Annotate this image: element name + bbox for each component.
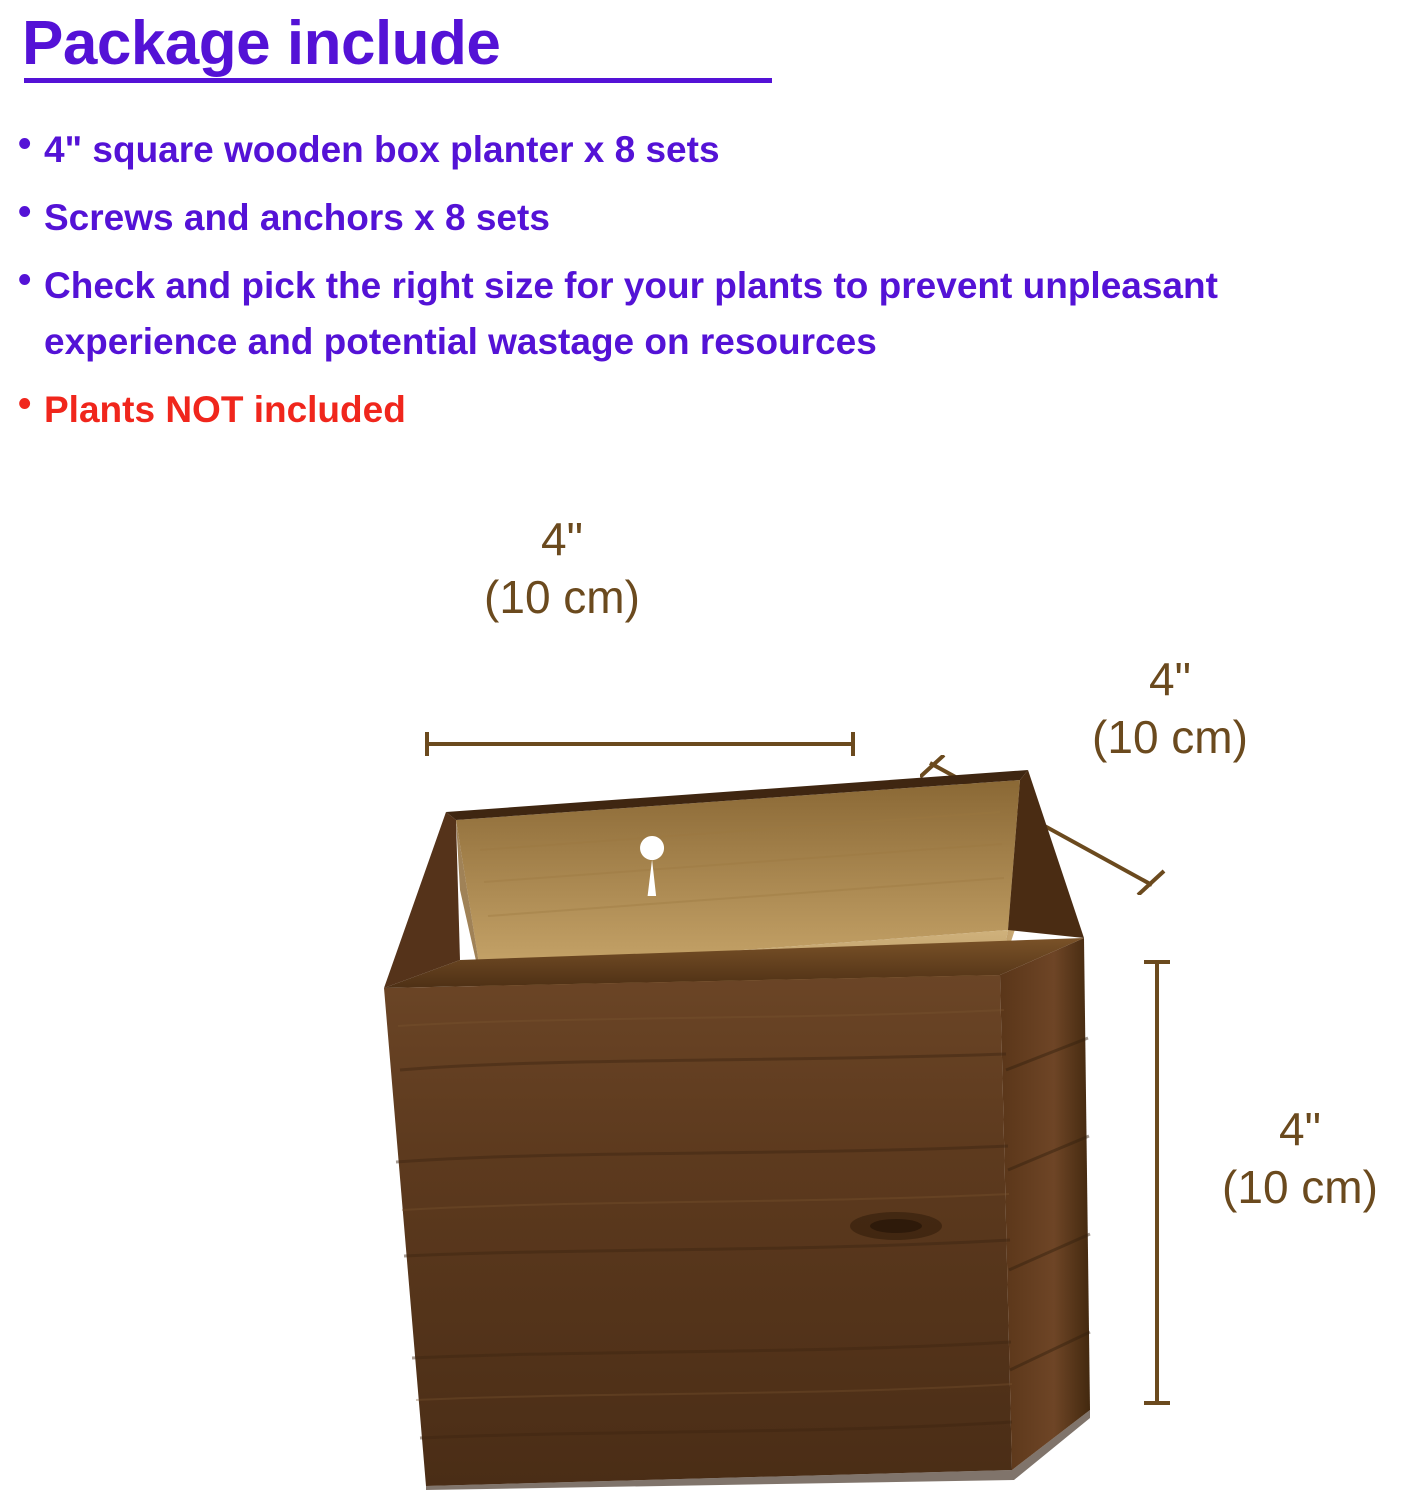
list-item-label: Screws and anchors x 8 sets	[44, 197, 550, 238]
bullet-dot-icon: •	[18, 123, 32, 165]
dimension-label-depth	[1020, 650, 1320, 766]
page-title: Package include	[22, 9, 501, 78]
title-underline	[24, 78, 772, 83]
dimension-line-height	[1155, 960, 1159, 1405]
list-item-label: 4" square wooden box planter x 8 sets	[44, 129, 720, 170]
bullet-dot-icon: •	[18, 259, 32, 301]
wooden-box-planter-image	[360, 770, 1100, 1490]
dimension-cap-icon	[1144, 960, 1170, 964]
list-item-label: Plants NOT included	[44, 389, 406, 430]
list-item	[18, 190, 1418, 246]
list-item	[18, 382, 1418, 438]
list-item	[18, 258, 1418, 370]
dimension-height-metric: (10 cm)	[1222, 1161, 1378, 1213]
package-include-list	[18, 122, 1418, 450]
product-dimension-diagram	[0, 480, 1419, 1500]
dimension-cap-icon	[425, 732, 429, 756]
dimension-cap-icon	[1144, 1401, 1170, 1405]
dimension-depth-imperial: 4"	[1149, 653, 1191, 705]
dimension-label-width	[452, 510, 672, 626]
dimension-cap-icon	[851, 732, 855, 756]
bullet-dot-icon: •	[18, 191, 32, 233]
dimension-label-height	[1180, 1100, 1419, 1216]
list-item	[18, 122, 1418, 178]
dimension-width-imperial: 4"	[541, 513, 583, 565]
dimension-line-width	[425, 742, 855, 746]
dimension-depth-metric: (10 cm)	[1092, 711, 1248, 763]
dimension-width-metric: (10 cm)	[484, 571, 640, 623]
dimension-height-imperial: 4"	[1279, 1103, 1321, 1155]
list-item-label: Check and pick the right size for your plants to prevent unpleasant experience and potential wastage on resources	[44, 265, 1218, 362]
bullet-dot-icon: •	[18, 383, 32, 425]
